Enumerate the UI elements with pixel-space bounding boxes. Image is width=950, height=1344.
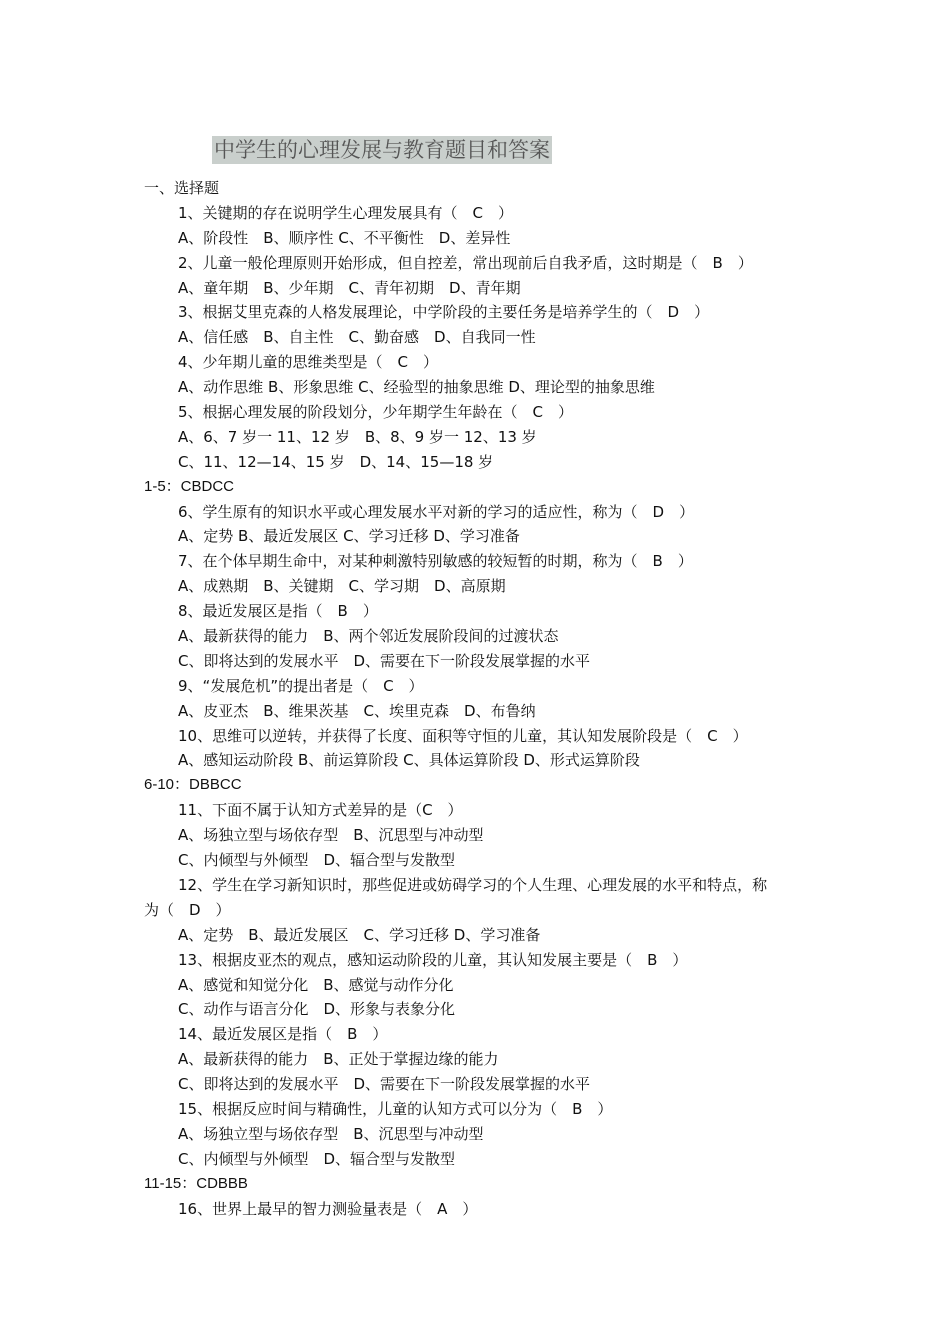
text-line: A、6、7 岁一 11、12 岁 B、8、9 岁一 12、13 岁: [178, 427, 537, 446]
text-line: C、动作与语言分化 D、形象与表象分化: [178, 1000, 456, 1019]
document-body: [144, 176, 814, 1221]
text-line: A、动作思维 B、形象思维 C、经验型的抽象思维 D、理论型的抽象思维: [178, 378, 655, 397]
text-line: A、最新获得的能力 B、两个邻近发展阶段间的过渡状态: [178, 627, 559, 646]
answer-key-line: 1-5：CBDCC: [144, 477, 235, 495]
text-line: 16、世界上最早的智力测验量表是（ A ）: [178, 1199, 478, 1218]
text-line: C、内倾型与外倾型 D、辐合型与发散型: [178, 851, 456, 870]
text-line: 12、学生在学习新知识时，那些促进或妨碍学习的个人生理、心理发展的水平和特点，称: [178, 875, 768, 894]
text-line: A、场独立型与场依存型 B、沉思型与冲动型: [178, 1124, 484, 1143]
text-line: C、即将达到的发展水平 D、需要在下一阶段发展掌握的水平: [178, 1075, 591, 1094]
answer-key-line: 6-10：DBBCC: [144, 776, 242, 794]
text-line: A、最新获得的能力 B、正处于掌握边缘的能力: [178, 1050, 499, 1069]
text-line: A、定势 B、最近发展区 C、学习迁移 D、学习准备: [178, 925, 541, 944]
text-line: 15、根据反应时间与精确性，儿童的认知方式可以分为（ B ）: [178, 1099, 613, 1118]
text-line: 9、“发展危机”的提出者是（ C ）: [178, 676, 424, 695]
text-line: 8、最近发展区是指（ B ）: [178, 602, 378, 621]
text-line: A、感知运动阶段 B、前运算阶段 C、具体运算阶段 D、形式运算阶段: [178, 751, 640, 770]
text-line: 1、关键期的存在说明学生心理发展具有（ C ）: [178, 203, 514, 222]
text-line: C、内倾型与外倾型 D、辐合型与发散型: [178, 1149, 456, 1168]
text-line: 一、选择题: [144, 179, 220, 197]
text-line: A、成熟期 B、关键期 C、学习期 D、高原期: [178, 577, 506, 596]
text-line: 10、思维可以逆转，并获得了长度、面积等守恒的儿童，其认知发展阶段是（ C ）: [178, 726, 748, 745]
text-line: 为（ D ）: [144, 900, 231, 919]
text-line: 13、根据皮亚杰的观点，感知运动阶段的儿童，其认知发展主要是（ B ）: [178, 950, 688, 969]
text-line: 2、儿童一般伦理原则开始形成，但自控差，常出现前后自我矛盾，这时期是（ B ）: [178, 253, 753, 272]
text-line: 6、学生原有的知识水平或心理发展水平对新的学习的适应性，称为（ D ）: [178, 502, 695, 521]
text-line: A、感觉和知觉分化 B、感觉与动作分化: [178, 975, 454, 994]
text-line: 14、最近发展区是指（ B ）: [178, 1025, 388, 1044]
text-line: C、即将达到的发展水平 D、需要在下一阶段发展掌握的水平: [178, 651, 591, 670]
text-line: A、阶段性 B、顺序性 C、不平衡性 D、差异性: [178, 228, 511, 247]
text-line: 7、在个体早期生命中，对某种刺激特别敏感的较短暂的时期，称为（ B ）: [178, 552, 693, 571]
text-line: 4、少年期儿童的思维类型是（ C ）: [178, 353, 439, 372]
text-line: 11、下面不属于认知方式差异的是（C ）: [178, 801, 463, 820]
text-line: A、童年期 B、少年期 C、青年初期 D、青年期: [178, 278, 521, 297]
document-title: 中学生的心理发展与教育题目和答案: [214, 138, 550, 162]
text-line: A、皮亚杰 B、维果茨基 C、埃里克森 D、布鲁纳: [178, 701, 536, 720]
answer-key-line: 11-15：CDBBB: [144, 1174, 248, 1192]
text-line: C、11、12—14、15 岁 D、14、15—18 岁: [178, 452, 494, 471]
text-line: A、信任感 B、自主性 C、勤奋感 D、自我同一性: [178, 328, 536, 347]
text-line: 3、根据艾里克森的人格发展理论，中学阶段的主要任务是培养学生的（ D ）: [178, 303, 710, 322]
text-line: 5、根据心理发展的阶段划分，少年期学生年龄在（ C ）: [178, 403, 574, 422]
text-line: A、场独立型与场依存型 B、沉思型与冲动型: [178, 826, 484, 845]
text-line: A、定势 B、最近发展区 C、学习迁移 D、学习准备: [178, 527, 520, 546]
